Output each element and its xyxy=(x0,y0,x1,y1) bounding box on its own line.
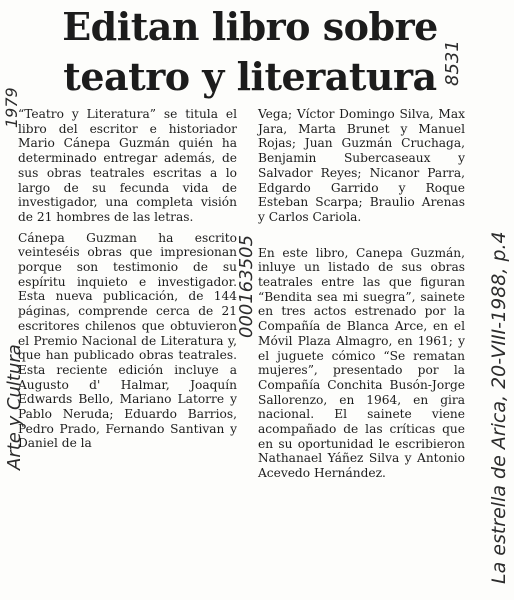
handwritten-id-number: 000163505 xyxy=(236,234,257,338)
article-column-left xyxy=(18,107,237,451)
article-paragraph: “Teatro y Literatura” se titula el libro del escritor e historiador Mario Cánepa Guzmán quién ha determinado entregar además, de sus obras teatrales escritas a lo largo de su fecunda vida de investigador, una completa visión de 21 hombres de las letras. xyxy=(18,107,237,224)
handwritten-year: 1979 xyxy=(2,87,21,128)
article-paragraph: Cánepa Guzman ha escrito veinteséis obras que impresionan porque son testimonio de su espíritu inquieto e investigador. Esta nueva publicación, de 144 páginas, comprende cerca de 21 escritores chilenos que obtuvieron el Premio Nacional de Literatura y, que han publicado obras teatrales. Esta reciente edición incluye a Augusto d' Halmar, Joaquín Edwards Bello, Mariano Latorre y Pablo Neruda; Eduardo Barrios, Pedro Prado, Fernando Santivan y Daniel de la xyxy=(18,230,237,451)
handwritten-source: La estrella de Arica, 20-VIII-1988, p.4 xyxy=(488,231,510,584)
article-paragraph: En este libro, Canepa Guzmán, inluye un listado de sus obras teatrales entre las que figuran “Bendita sea mi suegra”, sainete en tres actos estrenado por la Compañía de Blanca Arce, en el Móvil Plaza Almagro, en 1961; y el juguete cómico “Se rematan mujeres”, presentado por la Compañía Conchita Busón-Jorge Sallorenzo, en 1964, en gira nacional. El sainete viene acompañado de las críticas que en su oportunidad le escribieron Nathanael Yáñez Silva y Antonio Acevedo Hernández. xyxy=(258,245,465,481)
handwritten-section: Arte y Cultura xyxy=(4,344,25,470)
headline-line-1: Editan libro sobre xyxy=(62,4,438,49)
article-paragraph: Vega; Víctor Domingo Silva, Max Jara, Marta Brunet y Manuel Rojas; Juan Guzmán Cruchaga, Benjamin Subercaseaux y Salvador Reyes; Nicanor Parra, Edgardo Garrido y Roque Esteban Scarpa; Braulio Arenas y Carlos Cariola. xyxy=(258,107,465,224)
headline-line-2: teatro y literatura xyxy=(63,54,437,99)
handwritten-number: 8531 xyxy=(442,40,463,86)
article-column-right xyxy=(258,107,465,481)
headline xyxy=(40,2,460,102)
